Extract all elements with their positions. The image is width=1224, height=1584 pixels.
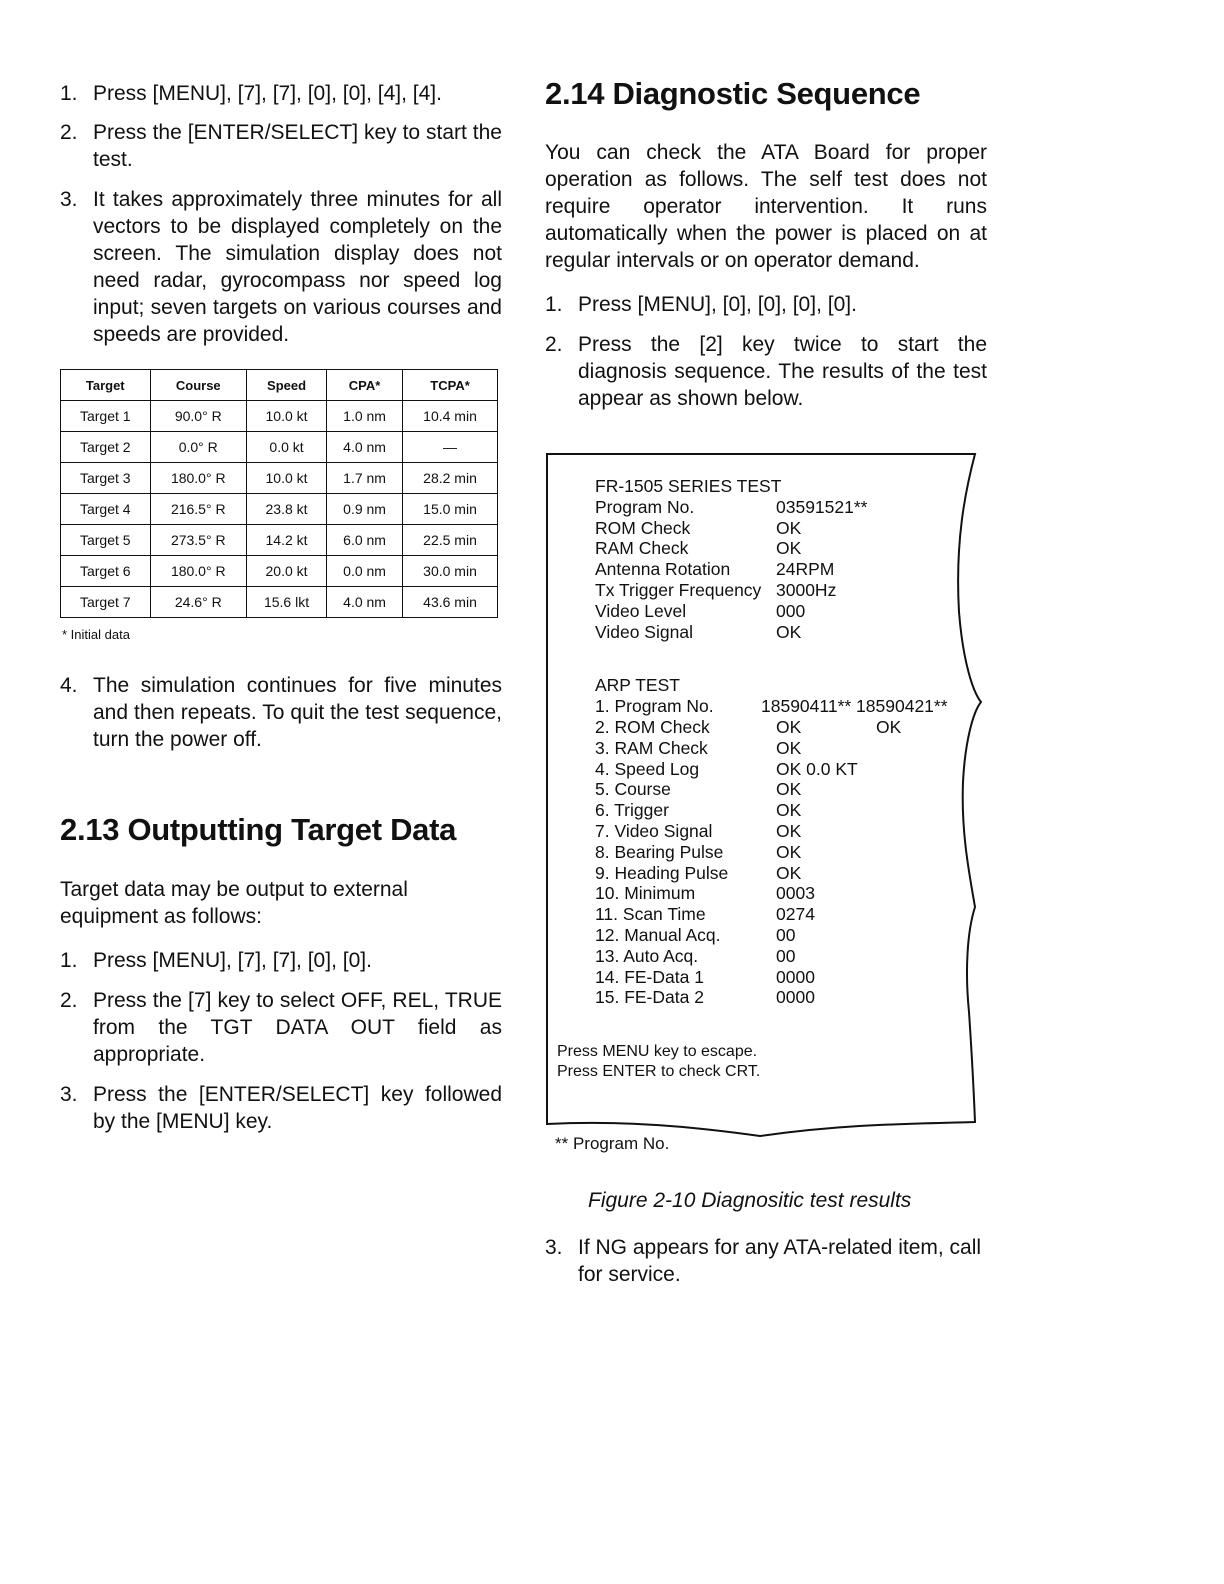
arp-row	[595, 966, 815, 988]
cell: Target 5	[61, 525, 151, 556]
step-text: Press the [ENTER/SELECT] key to start the test.	[93, 121, 502, 171]
arp-label: 8. Bearing Pulse	[595, 841, 724, 862]
series-value: 3000Hz	[776, 579, 837, 600]
arp-label: 10. Minimum	[595, 883, 696, 904]
step-number: 3.	[60, 1083, 78, 1106]
table-row	[61, 494, 498, 525]
arp-value: OK	[776, 800, 802, 821]
step-number: 2.	[545, 333, 563, 356]
section-title-2-14: 2.14 Diagnostic Sequence	[545, 76, 921, 111]
cell: 14.2 kt	[247, 525, 327, 556]
arp-label: 12. Manual Acq.	[595, 924, 721, 945]
cell: 15.0 min	[403, 494, 498, 525]
series-value: 24RPM	[776, 559, 835, 580]
series-row	[595, 559, 835, 580]
series-label: RAM Check	[595, 538, 689, 559]
arp-value: 0274	[776, 904, 815, 925]
table-row	[61, 556, 498, 587]
arp-label: 9. Heading Pulse	[595, 862, 729, 883]
cell: 10.4 min	[403, 401, 498, 432]
arp-value-2: OK	[876, 716, 902, 737]
arp-label: 1. Program No.	[595, 696, 714, 717]
arp-label: 14. FE-Data 1	[595, 966, 704, 987]
arp-value: OK	[776, 716, 802, 737]
cell: 4.0 nm	[327, 587, 403, 618]
arp-row	[595, 758, 858, 780]
cell: Target 3	[61, 463, 151, 494]
diagnostic-footer	[557, 1042, 760, 1082]
step-number: 3.	[545, 1236, 563, 1259]
cell: 4.0 nm	[327, 432, 403, 463]
arp-value: 18590411** 18590421**	[761, 696, 948, 717]
step-3-diagnostic	[545, 1234, 987, 1288]
arp-row	[595, 716, 902, 738]
cell: Target 7	[61, 587, 151, 618]
arp-value: 00	[776, 924, 796, 945]
arp-value: 00	[776, 945, 796, 966]
series-row	[595, 579, 837, 601]
series-row	[595, 621, 802, 643]
series-value: OK	[776, 517, 802, 538]
arp-label: 3. RAM Check	[595, 737, 708, 758]
cell: 90.0° R	[150, 401, 247, 432]
step-number: 4.	[60, 674, 78, 697]
step-3-output	[60, 1081, 502, 1135]
step-3-simulation	[60, 186, 502, 348]
arp-row	[595, 904, 815, 925]
cell: —	[403, 432, 498, 463]
header-course: Course	[150, 370, 247, 401]
arp-label: 5. Course	[595, 779, 671, 800]
step-text: Press the [7] key to select OFF, REL, TRUE from the TGT DATA OUT field as appropriate.	[93, 989, 502, 1066]
table-header-row	[61, 370, 498, 401]
step-number: 1.	[60, 82, 78, 105]
step-text: If NG appears for any ATA-related item, call for service.	[578, 1236, 982, 1286]
diagnostic-figure	[545, 452, 985, 1142]
series-row	[595, 538, 802, 559]
cell: 30.0 min	[403, 556, 498, 587]
step-number: 1.	[60, 949, 78, 972]
arp-value: OK	[776, 737, 802, 758]
arp-label: 6. Trigger	[595, 800, 669, 821]
step-number: 1.	[545, 293, 563, 316]
arp-value: 0000	[776, 987, 815, 1008]
cell: 273.5° R	[150, 525, 247, 556]
series-label: Antenna Rotation	[595, 559, 731, 580]
spacer	[595, 642, 781, 675]
cell: Target 2	[61, 432, 151, 463]
table-row	[61, 401, 498, 432]
cell: 0.0 nm	[327, 556, 403, 587]
arp-value: OK	[776, 841, 802, 862]
step-text: The simulation continues for five minutes and then repeats. To quit the test sequence, turn the power off.	[93, 674, 502, 751]
series-value: 000	[776, 600, 806, 621]
table-row	[61, 432, 498, 463]
arp-value: 0003	[776, 883, 815, 904]
arp-row	[595, 841, 802, 863]
step-text: Press [MENU], [7], [7], [0], [0], [4], [4].	[93, 82, 442, 105]
arp-label: 13. Auto Acq.	[595, 945, 699, 966]
arp-label: 7. Video Signal	[595, 820, 713, 841]
step-2-diagnostic	[545, 331, 987, 412]
step-text: It takes approximately three minutes for all vectors to be displayed completely on the screen. The simulation display does not need radar, gyrocompass nor speed log input; seven targets on various courses and speeds are provided.	[93, 188, 502, 346]
series-label: Video Signal	[595, 621, 693, 642]
cell: 10.0 kt	[247, 463, 327, 494]
section-2-13-intro: Target data may be output to external equipment as follows:	[60, 878, 408, 928]
header-speed: Speed	[247, 370, 327, 401]
cell: 43.6 min	[403, 587, 498, 618]
series-label: Video Level	[595, 600, 687, 621]
cell: 28.2 min	[403, 463, 498, 494]
series-label: Tx Trigger Frequency	[595, 579, 762, 600]
cell: 0.0° R	[150, 432, 247, 463]
section-2-14-intro: You can check the ATA Board for proper operation as follows. The self test does not require operator intervention. It runs automatically when the power is placed on at regular intervals or on operator demand.	[545, 141, 987, 272]
step-number: 2.	[60, 989, 78, 1012]
arp-row	[595, 737, 802, 759]
section-title-2-13: 2.13 Outputting Target Data	[60, 812, 457, 847]
cell: 22.5 min	[403, 525, 498, 556]
arp-row	[595, 696, 948, 717]
step-text: Press [MENU], [0], [0], [0], [0].	[578, 293, 857, 316]
arp-label: 4. Speed Log	[595, 758, 700, 779]
cell: 23.8 kt	[247, 494, 327, 525]
series-label: Program No.	[595, 496, 695, 517]
arp-label: 2. ROM Check	[595, 716, 710, 737]
arp-value: OK 0.0 KT	[776, 758, 858, 779]
table-row	[61, 525, 498, 556]
arp-row	[595, 779, 802, 800]
step-2-start-test	[60, 119, 502, 173]
arp-row	[595, 820, 802, 842]
table-row	[61, 587, 498, 618]
cell: 216.5° R	[150, 494, 247, 525]
cell: 20.0 kt	[247, 556, 327, 587]
cell: 180.0° R	[150, 463, 247, 494]
cell: 24.6° R	[150, 587, 247, 618]
step-number: 2.	[60, 121, 78, 144]
arp-label: 11. Scan Time	[595, 904, 706, 925]
cell: 15.6 lkt	[247, 587, 327, 618]
table-note: * Initial data	[62, 627, 130, 642]
cell: 180.0° R	[150, 556, 247, 587]
arp-row	[595, 800, 802, 821]
figure-footnote: ** Program No.	[555, 1134, 670, 1153]
header-tcpa: TCPA*	[403, 370, 498, 401]
arp-value: OK	[776, 779, 802, 800]
footer-line-crt: Press ENTER to check CRT.	[557, 1063, 761, 1080]
arp-row	[595, 945, 796, 967]
arp-row	[595, 862, 802, 884]
cell: Target 4	[61, 494, 151, 525]
step-4-simulation-repeat	[60, 672, 502, 753]
cell: 0.0 kt	[247, 432, 327, 463]
table-row	[61, 463, 498, 494]
cell: 6.0 nm	[327, 525, 403, 556]
cell: Target 6	[61, 556, 151, 587]
series-row	[595, 517, 802, 539]
cell: 1.7 nm	[327, 463, 403, 494]
series-value: OK	[776, 621, 802, 642]
series-row	[595, 600, 806, 622]
cell: Target 1	[61, 401, 151, 432]
step-text: Press the [2] key twice to start the diagnosis sequence. The results of the test appear as shown below.	[578, 333, 987, 410]
target-table	[60, 369, 498, 618]
arp-row	[595, 883, 815, 904]
arp-value: OK	[776, 820, 802, 841]
step-text: Press the [ENTER/SELECT] key followed by the [MENU] key.	[93, 1083, 502, 1133]
arp-value: 0000	[776, 966, 815, 987]
cell: 0.9 nm	[327, 494, 403, 525]
series-value: OK	[776, 538, 802, 559]
arp-row	[595, 987, 815, 1008]
step-text: Press [MENU], [7], [7], [0], [0].	[93, 949, 372, 972]
figure-caption: Figure 2-10 Diagnositic test results	[588, 1189, 912, 1212]
footer-line-escape: Press MENU key to escape.	[557, 1043, 758, 1060]
step-2-output	[60, 987, 502, 1068]
arp-label: 15. FE-Data 2	[595, 987, 704, 1008]
arp-value: OK	[776, 862, 802, 883]
arp-row	[595, 924, 796, 946]
series-row	[595, 496, 868, 518]
series-label: ROM Check	[595, 517, 691, 538]
step-1-enter-test	[60, 80, 442, 107]
header-cpa: CPA*	[327, 370, 403, 401]
arp-test-title: ARP TEST	[595, 675, 680, 696]
header-target: Target	[61, 370, 151, 401]
series-value: 03591521**	[776, 496, 868, 517]
step-1-diagnostic	[545, 291, 987, 318]
series-test-title: FR-1505 SERIES TEST	[595, 476, 782, 496]
diagnostic-screen-text	[595, 476, 948, 1008]
step-1-output	[60, 947, 502, 974]
cell: 1.0 nm	[327, 401, 403, 432]
cell: 10.0 kt	[247, 401, 327, 432]
step-number: 3.	[60, 188, 78, 211]
